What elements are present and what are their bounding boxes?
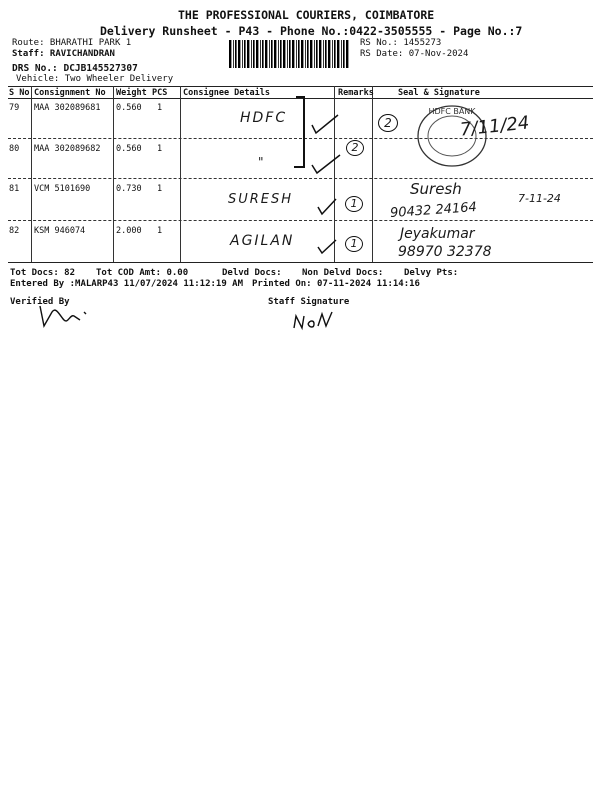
col-header-pcs: PCS [152, 88, 168, 98]
col-header-remarks: Remarks [338, 88, 374, 98]
delivered-docs: Delvd Docs: [222, 268, 282, 278]
handwritten-consignee-80: " [258, 155, 264, 169]
row-82-weight: 2.000 [116, 226, 142, 236]
staff-signature-label: Staff Signature [268, 297, 350, 307]
stamp-text: HDFC BANK [428, 107, 476, 116]
handwritten-consignee-81: SURESH [228, 192, 294, 207]
col-header-consignee: Consignee Details [183, 88, 270, 98]
verifier-signature [30, 302, 110, 332]
row-81-sno: 81 [9, 184, 20, 194]
row-81-pcs: 1 [157, 184, 163, 194]
col-header-consignment: Consignment No [34, 88, 106, 98]
remark-80: 2 [346, 140, 364, 156]
verified-by-label: Verified By [10, 297, 70, 307]
row-82-pcs: 1 [157, 226, 163, 236]
signature-79: 7/11/24 [459, 112, 531, 141]
handwritten-consignee-82: AGILAN [230, 233, 295, 249]
remark-79: 2 [378, 114, 398, 132]
printed-on: Printed On: 07-11-2024 11:14:16 [252, 279, 420, 289]
remark-82: 1 [345, 236, 363, 252]
row-82-sno: 82 [9, 226, 20, 236]
col-divider [31, 86, 32, 262]
delivery-points: Delvy Pts: [404, 268, 459, 278]
col-header-weight: Weight [116, 88, 147, 98]
rs-number: RS No.: 1455273 [360, 38, 442, 48]
staff-label: Staff: RAVICHANDRAN [12, 49, 115, 59]
signature-81-name: Suresh [410, 180, 462, 198]
route-label: Route: BHARATHI PARK 1 [12, 38, 132, 48]
non-delivered-docs: Non Delvd Docs: [302, 268, 384, 278]
row-80-sno: 80 [9, 144, 20, 154]
handwritten-marks [290, 95, 370, 255]
runsheet-subtitle: Delivery Runsheet - P43 - Phone No.:0422-3505555 - Page No.:7 [100, 24, 523, 38]
staff-signature-mark [292, 310, 352, 334]
signature-82-phone: 98970 32378 [398, 244, 492, 260]
table-top-rule [8, 86, 593, 87]
total-cod: Tot COD Amt: 0.00 [96, 268, 189, 278]
row-80-pcs: 1 [157, 144, 163, 154]
col-header-seal: Seal & Signature [398, 88, 480, 98]
row-81-consignment: VCM 5101690 [34, 184, 91, 194]
col-divider [180, 86, 181, 262]
signature-82-name: Jeyakumar [400, 226, 475, 242]
col-divider [372, 86, 373, 262]
col-header-sno: S No [9, 88, 30, 98]
total-docs: Tot Docs: 82 [10, 268, 76, 278]
row-81-weight: 0.730 [116, 184, 142, 194]
col-divider [113, 86, 114, 262]
signature-81-phone: 90432 24164 [389, 199, 478, 222]
drs-number: DRS No.: DCJB145527307 [12, 63, 138, 74]
barcode-image [229, 40, 351, 68]
entered-by: Entered By :MALARP43 11/07/2024 11:12:19 AM [10, 279, 243, 289]
row-79-pcs: 1 [157, 103, 163, 113]
table-bottom-rule [8, 262, 593, 263]
vehicle-label: Vehicle: Two Wheeler Delivery [16, 74, 174, 84]
row-79-weight: 0.560 [116, 103, 142, 113]
handwritten-consignee-79: HDFC [240, 110, 288, 126]
row-80-weight: 0.560 [116, 144, 142, 154]
company-title: THE PROFESSIONAL COURIERS, COIMBATORE [178, 8, 435, 22]
row-79-consignment: MAA 302089681 [34, 103, 101, 113]
rs-date: RS Date: 07-Nov-2024 [360, 49, 469, 59]
row-79-sno: 79 [9, 103, 20, 113]
signature-81-date: 7-11-24 [518, 192, 561, 205]
remark-81: 1 [345, 196, 363, 212]
row-80-consignment: MAA 302089682 [34, 144, 101, 154]
row-82-consignment: KSM 946074 [34, 226, 86, 236]
